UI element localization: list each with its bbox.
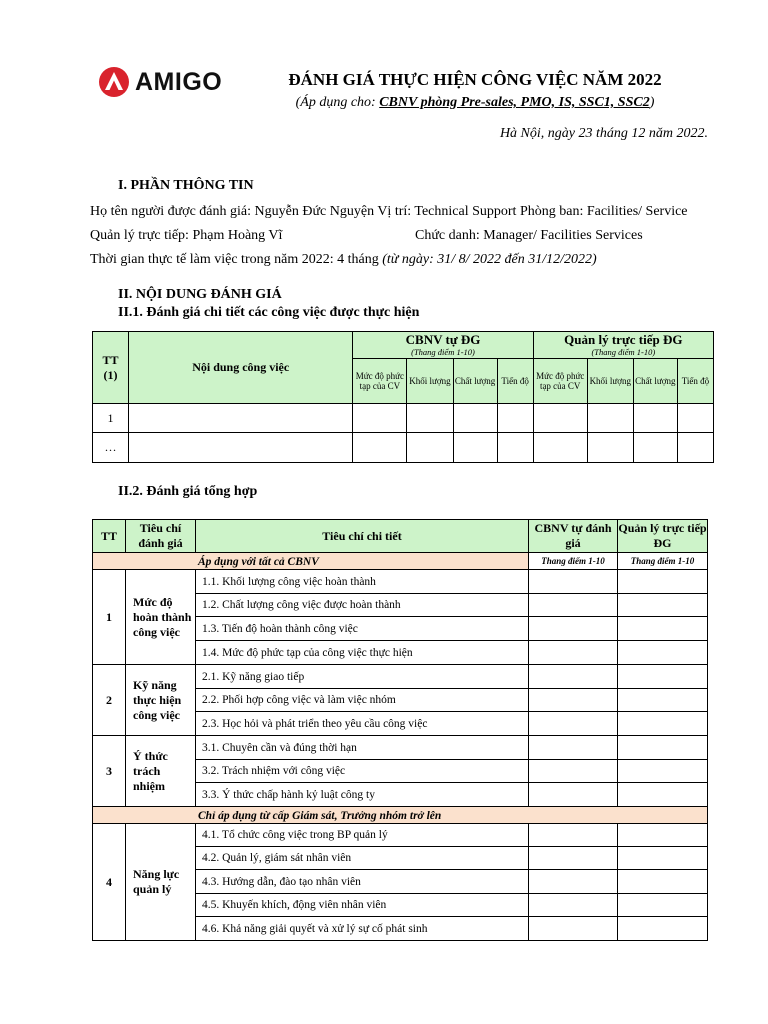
criterion-cell: 1.1. Khối lượng công việc hoàn thành — [196, 570, 529, 594]
amigo-logo — [98, 60, 228, 104]
employee-info-line: Họ tên người được đánh giá: Nguyễn Đức Nguyện Vị trí: Technical Support Phòng ban: Facilities/ Service — [90, 204, 688, 219]
criterion-cell: 1.4. Mức độ phức tạp của công việc thực hiện — [196, 641, 529, 665]
manager-score-cell[interactable] — [618, 870, 708, 894]
manager-score-cell[interactable] — [618, 736, 708, 760]
score-cell[interactable] — [633, 404, 677, 433]
manager-score-cell[interactable] — [618, 824, 708, 847]
section-info-title: I. PHẦN THÔNG TIN — [118, 178, 254, 193]
content-cell[interactable] — [129, 404, 353, 433]
tt-header-label: TT — [102, 352, 119, 367]
section-supervisor-label: Chỉ áp dụng từ cấp Giám sát, Trưởng nhóm trở lên — [198, 809, 442, 822]
self-volume-header: Khối lượng — [407, 359, 453, 404]
group-category: Năng lực quản lý — [126, 824, 196, 941]
score-cell[interactable] — [533, 404, 587, 433]
score-cell[interactable] — [407, 404, 453, 433]
mgr-progress-header: Tiến độ — [677, 359, 713, 404]
score-cell[interactable] — [533, 433, 587, 463]
content-header: Nội dung công việc — [129, 332, 353, 404]
score-cell[interactable] — [633, 433, 677, 463]
self-quality-header: Chất lượng — [453, 359, 497, 404]
score-cell[interactable] — [587, 433, 633, 463]
tt-header-note: (1) — [103, 367, 118, 382]
document-date: Hà Nội, ngày 23 tháng 12 năm 2022. — [499, 126, 708, 141]
manager-score-cell[interactable] — [618, 847, 708, 870]
criterion-cell: 4.5. Khuyến khích, động viên nhân viên — [196, 894, 529, 917]
self-score-cell[interactable] — [529, 760, 618, 783]
tt-header: TT — [93, 520, 126, 553]
table-row — [93, 404, 714, 433]
subsection-detail-title: II.1. Đánh giá chi tiết các công việc được thực hiện — [118, 305, 420, 320]
manager-eval-header: Quản lý trực tiếp ĐG — [618, 520, 708, 553]
score-cell[interactable] — [407, 433, 453, 463]
self-eval-group-label: CBNV tự ĐG — [405, 332, 481, 347]
manager-info-line: Quản lý trực tiếp: Phạm Hoàng Vĩ — [90, 228, 283, 243]
manager-score-cell[interactable] — [618, 894, 708, 917]
row-number: 1 — [93, 404, 129, 433]
group-number: 2 — [93, 665, 126, 736]
detail-evaluation-table — [92, 331, 714, 463]
subsection-summary-title: II.2. Đánh giá tổng hợp — [118, 484, 258, 499]
scale-label: Thang điểm 1-10 — [618, 553, 708, 570]
table-row — [93, 736, 708, 760]
category-header: Tiêu chí đánh giá — [126, 520, 196, 553]
self-eval-scale: (Thang điểm 1-10) — [411, 347, 475, 357]
self-score-cell[interactable] — [529, 870, 618, 894]
section-row-all — [93, 553, 529, 570]
amigo-logo-icon — [98, 66, 130, 98]
manager-score-cell[interactable] — [618, 783, 708, 807]
score-cell[interactable] — [497, 433, 533, 463]
criterion-cell: 3.2. Trách nhiệm với công việc — [196, 760, 529, 783]
criterion-cell: 4.6. Khả năng giải quyết và xử lý sự cố phát sinh — [196, 917, 529, 941]
criterion-cell: 2.2. Phối hợp công việc và làm việc nhóm — [196, 689, 529, 712]
criterion-cell: 1.2. Chất lượng công việc được hoàn thành — [196, 594, 529, 617]
score-cell[interactable] — [587, 404, 633, 433]
self-score-cell[interactable] — [529, 570, 618, 594]
group-category: Ý thức trách nhiệm — [126, 736, 196, 807]
summary-evaluation-table — [92, 519, 708, 941]
manager-score-cell[interactable] — [618, 760, 708, 783]
criterion-cell: 1.3. Tiến độ hoàn thành công việc — [196, 617, 529, 641]
detail-header: Tiêu chí chi tiết — [196, 520, 529, 553]
score-cell[interactable] — [453, 433, 497, 463]
score-cell[interactable] — [353, 433, 407, 463]
self-score-cell[interactable] — [529, 847, 618, 870]
mgr-volume-header: Khối lượng — [587, 359, 633, 404]
manager-score-cell[interactable] — [618, 689, 708, 712]
criterion-cell: 4.3. Hướng dẫn, đào tạo nhân viên — [196, 870, 529, 894]
score-cell[interactable] — [353, 404, 407, 433]
tt-header — [93, 332, 129, 404]
criterion-cell: 3.3. Ý thức chấp hành kỷ luật công ty — [196, 783, 529, 807]
work-period-line — [90, 252, 597, 268]
group-category: Kỹ năng thực hiện công việc — [126, 665, 196, 736]
self-score-cell[interactable] — [529, 894, 618, 917]
manager-title-line: Chức danh: Manager/ Facilities Services — [415, 228, 643, 243]
manager-eval-group-header — [533, 332, 713, 359]
table-row — [93, 433, 714, 463]
table-row — [93, 824, 708, 847]
self-score-cell[interactable] — [529, 917, 618, 941]
content-cell[interactable] — [129, 433, 353, 463]
manager-score-cell[interactable] — [618, 712, 708, 736]
self-score-cell[interactable] — [529, 783, 618, 807]
score-cell[interactable] — [497, 404, 533, 433]
self-score-cell[interactable] — [529, 689, 618, 712]
document-title: ĐÁNH GIÁ THỰC HIỆN CÔNG VIỆC NĂM 2022 — [288, 70, 662, 89]
subtitle-prefix: (Áp dụng cho: — [295, 95, 380, 110]
section-evaluation-title: II. NỘI DUNG ĐÁNH GIÁ — [118, 287, 282, 302]
self-eval-group-header — [353, 332, 533, 359]
self-score-cell[interactable] — [529, 594, 618, 617]
logo-wordmark: AMIGO — [135, 67, 223, 96]
criterion-cell: 2.1. Kỹ năng giao tiếp — [196, 665, 529, 689]
manager-score-cell[interactable] — [618, 917, 708, 941]
section-all-label: Áp dụng với tất cả CBNV — [198, 555, 319, 568]
self-score-cell[interactable] — [529, 736, 618, 760]
manager-score-cell[interactable] — [618, 617, 708, 641]
work-period-text: Thời gian thực tế làm việc trong năm 2022: 4 tháng — [90, 252, 383, 267]
self-score-cell[interactable] — [529, 712, 618, 736]
scale-label: Thang điểm 1-10 — [529, 553, 618, 570]
manager-score-cell[interactable] — [618, 641, 708, 665]
section-row-supervisor — [93, 807, 708, 824]
manager-score-cell[interactable] — [618, 594, 708, 617]
self-score-cell[interactable] — [529, 641, 618, 665]
work-period-dates: (từ ngày: 31/ 8/ 2022 đến 31/12/2022) — [382, 252, 597, 267]
manager-score-cell[interactable] — [618, 570, 708, 594]
manager-score-cell[interactable] — [618, 665, 708, 689]
subtitle-target: CBNV phòng Pre-sales, PMO, IS, SSC1, SSC2 — [379, 95, 650, 110]
document-subtitle — [250, 95, 700, 111]
subtitle-suffix: ) — [649, 95, 655, 110]
self-complexity-header: Mức độ phức tạp của CV — [353, 359, 407, 404]
criterion-cell: 3.1. Chuyên cần và đúng thời hạn — [196, 736, 529, 760]
mgr-complexity-header: Mức độ phức tạp của CV — [533, 359, 587, 404]
row-number: … — [93, 433, 129, 463]
score-cell[interactable] — [677, 433, 713, 463]
group-category: Mức độ hoàn thành công việc — [126, 570, 196, 665]
manager-eval-group-label: Quản lý trực tiếp ĐG — [564, 332, 683, 347]
self-score-cell[interactable] — [529, 617, 618, 641]
self-score-cell[interactable] — [529, 824, 618, 847]
group-number: 3 — [93, 736, 126, 807]
self-progress-header: Tiến độ — [497, 359, 533, 404]
criterion-cell: 4.1. Tổ chức công việc trong BP quản lý — [196, 824, 529, 847]
table-row — [93, 665, 708, 689]
group-number: 4 — [93, 824, 126, 941]
self-score-cell[interactable] — [529, 665, 618, 689]
group-number: 1 — [93, 570, 126, 665]
criterion-cell: 4.2. Quản lý, giám sát nhân viên — [196, 847, 529, 870]
mgr-quality-header: Chất lượng — [633, 359, 677, 404]
table-row — [93, 570, 708, 594]
score-cell[interactable] — [677, 404, 713, 433]
score-cell[interactable] — [453, 404, 497, 433]
manager-eval-scale: (Thang điểm 1-10) — [591, 347, 656, 357]
self-eval-header: CBNV tự đánh giá — [529, 520, 618, 553]
criterion-cell: 2.3. Học hỏi và phát triển theo yêu cầu công việc — [196, 712, 529, 736]
